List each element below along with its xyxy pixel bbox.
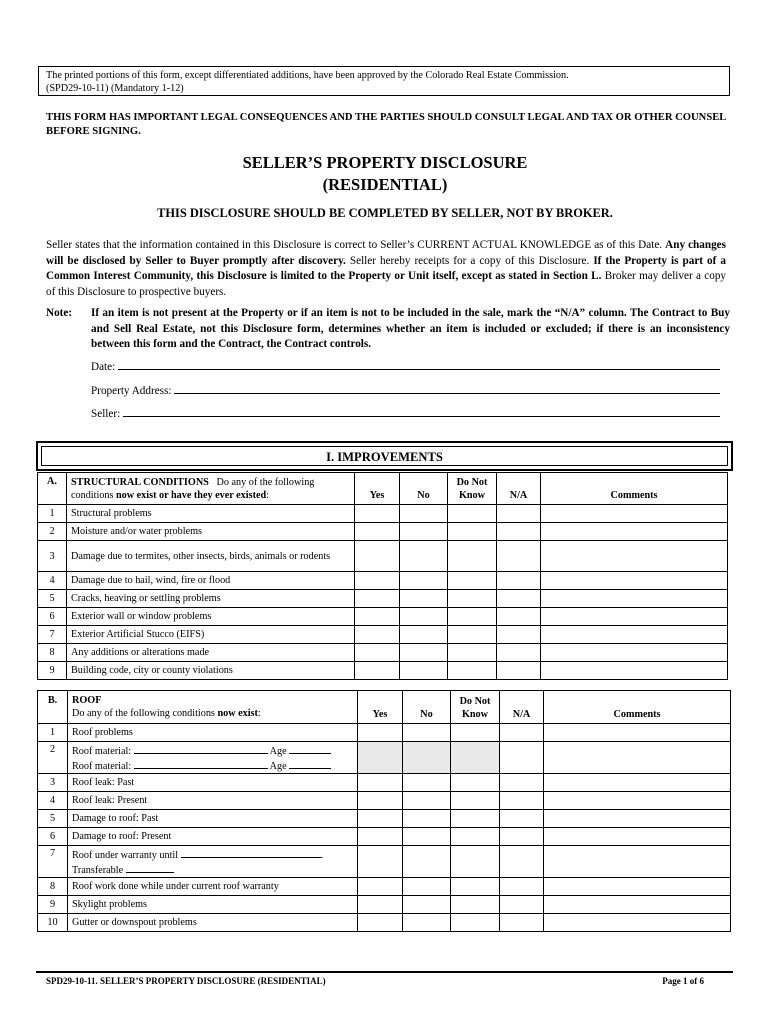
table-header-row (38, 691, 731, 724)
row-label: Damage to roof: Present (68, 828, 358, 846)
comments-cell[interactable] (541, 608, 728, 626)
col-comments: Comments (544, 691, 731, 724)
row-number: 4 (38, 792, 68, 810)
comments-cell[interactable] (541, 523, 728, 541)
do-not-know-cell[interactable] (448, 523, 497, 541)
table-row (38, 896, 731, 914)
yes-cell[interactable] (355, 644, 400, 662)
roof-material-cell (68, 742, 358, 774)
structural-conditions-table (37, 472, 728, 680)
no-cell[interactable] (403, 810, 451, 828)
intro-text-4: If the Property is part of a Common Interest Community, this Disclosure is limited to the Property or Unit itself, except as stated in Section L. (46, 254, 726, 283)
yes-cell[interactable] (358, 896, 403, 914)
row-label: Damage due to termites, other insects, birds, animals or rodents (67, 541, 355, 572)
comments-cell[interactable] (544, 774, 731, 792)
row-number: 3 (38, 541, 67, 572)
roof-warranty-cell: Roof under warranty until . Transferable (68, 846, 358, 878)
na-cell[interactable] (497, 608, 541, 626)
structural-heading: STRUCTURAL CONDITIONS (71, 476, 209, 488)
na-cell[interactable] (500, 878, 544, 896)
row-number: 8 (38, 644, 67, 662)
property-address-blank[interactable] (174, 392, 720, 394)
seller-field[interactable] (91, 404, 720, 420)
table-row (38, 505, 728, 523)
do-not-know-cell[interactable] (451, 810, 500, 828)
row-number: 9 (38, 662, 67, 680)
col-do-not-know (448, 473, 497, 505)
property-address-label: Property Address: (91, 385, 172, 397)
table-row (38, 792, 731, 810)
do-not-know-cell[interactable] (448, 608, 497, 626)
intro-text-3: Seller hereby receipts for a copy of this Disclosure. (349, 254, 590, 267)
yes-cell[interactable] (355, 608, 400, 626)
comments-cell[interactable] (544, 742, 731, 774)
document-title: SELLER’S PROPERTY DISCLOSURE (242, 153, 528, 172)
col-na: N/A (500, 691, 544, 724)
row-number: 1 (38, 724, 68, 742)
approval-notice (38, 66, 730, 96)
no-cell[interactable] (400, 541, 448, 572)
row-label: Moisture and/or water problems (67, 523, 355, 541)
comments-cell[interactable] (544, 914, 731, 932)
na-cell[interactable] (497, 541, 541, 572)
yes-cell[interactable] (358, 878, 403, 896)
age-label: Age (269, 760, 287, 772)
comments-cell[interactable] (541, 590, 728, 608)
na-cell[interactable] (497, 662, 541, 680)
no-cell[interactable] (400, 626, 448, 644)
date-field[interactable] (91, 357, 720, 373)
table-row (38, 742, 731, 774)
no-cell[interactable] (403, 724, 451, 742)
roof-material-label: Roof material: (72, 760, 132, 772)
section-letter: A. (38, 473, 67, 505)
yes-cell[interactable] (355, 590, 400, 608)
comments-cell[interactable] (541, 644, 728, 662)
row-label: Roof leak: Past (68, 774, 358, 792)
col-do-not: Do Not (459, 696, 491, 707)
yes-cell[interactable] (358, 774, 403, 792)
table-row (38, 810, 731, 828)
yes-cell[interactable] (358, 846, 403, 878)
do-not-know-cell[interactable] (451, 828, 500, 846)
structural-heading-cell (67, 473, 355, 505)
row-label: Any additions or alterations made (67, 644, 355, 662)
row-number: 2 (38, 742, 68, 774)
yes-cell[interactable] (358, 792, 403, 810)
no-cell[interactable] (400, 608, 448, 626)
no-cell[interactable] (400, 523, 448, 541)
warranty-date-blank[interactable] (181, 847, 321, 858)
roof-material-blank[interactable] (134, 743, 268, 754)
na-cell[interactable] (497, 644, 541, 662)
na-cell[interactable] (500, 724, 544, 742)
do-not-know-cell[interactable] (448, 572, 497, 590)
row-label: Exterior wall or window problems (67, 608, 355, 626)
do-not-know-cell[interactable] (451, 896, 500, 914)
completion-instruction: THIS DISCLOSURE SHOULD BE COMPLETED BY SELLER, NOT BY BROKER. (157, 206, 613, 220)
roof-heading-cell (68, 691, 358, 724)
age-label: Age (269, 745, 287, 757)
intro-text-2: Any changes will be disclosed by Seller to Buyer promptly after discovery. (46, 239, 727, 267)
row-label: Roof leak: Present (68, 792, 358, 810)
legal-warning: THIS FORM HAS IMPORTANT LEGAL CONSEQUENCES AND THE PARTIES SHOULD CONSULT LEGAL AND TAX OR OTHER COUNSEL BEFORE SIGNING. (46, 112, 726, 137)
row-number: 1 (38, 505, 67, 523)
structural-lead-end: : (266, 489, 269, 501)
col-do-not-know (451, 691, 500, 724)
row-label: Skylight problems (68, 896, 358, 914)
do-not-know-cell[interactable] (448, 662, 497, 680)
table-row (38, 846, 731, 878)
property-address-field[interactable] (91, 381, 720, 397)
no-cell-disabled (403, 742, 451, 774)
na-cell[interactable] (497, 590, 541, 608)
col-na: N/A (497, 473, 541, 505)
do-not-know-cell[interactable] (451, 914, 500, 932)
na-cell[interactable] (497, 572, 541, 590)
do-not-know-cell[interactable] (448, 590, 497, 608)
comments-cell[interactable] (544, 724, 731, 742)
na-cell[interactable] (497, 626, 541, 644)
age-blank[interactable] (289, 743, 331, 754)
do-not-know-cell[interactable] (451, 792, 500, 810)
comments-cell[interactable] (541, 572, 728, 590)
row-label: Damage to roof: Past (68, 810, 358, 828)
row-number: 9 (38, 896, 68, 914)
section-title: I. IMPROVEMENTS (41, 446, 728, 466)
improvements-section-header (36, 441, 733, 471)
age-blank[interactable] (289, 758, 331, 769)
intro-text-1: Seller states that the information contained in this Disclosure is correct to Seller’s CURRENT ACTUAL KNOWLEDGE as of this Date. (46, 239, 663, 251)
yes-cell[interactable] (358, 724, 403, 742)
yes-cell-disabled (358, 742, 403, 774)
col-yes: Yes (355, 473, 400, 505)
table-row (38, 878, 731, 896)
na-cell[interactable] (500, 896, 544, 914)
row-label: Structural problems (67, 505, 355, 523)
col-comments: Comments (541, 473, 728, 505)
no-cell[interactable] (403, 792, 451, 810)
no-cell[interactable] (400, 662, 448, 680)
row-number: 3 (38, 774, 68, 792)
structural-lead-bold: now exist or have they ever existed (116, 489, 267, 501)
yes-cell[interactable] (355, 662, 400, 680)
yes-cell[interactable] (355, 626, 400, 644)
no-cell[interactable] (403, 828, 451, 846)
no-cell[interactable] (400, 572, 448, 590)
row-number: 8 (38, 878, 68, 896)
yes-cell[interactable] (355, 572, 400, 590)
col-no: No (403, 691, 451, 724)
table-row (38, 608, 728, 626)
section-letter: B. (38, 691, 68, 724)
footer-divider (36, 971, 733, 973)
row-label: Exterior Artificial Stucco (EIFS) (67, 626, 355, 644)
roof-lead-end: : (257, 708, 261, 719)
table-row (38, 914, 731, 932)
comments-cell[interactable] (544, 846, 731, 878)
table-row (38, 774, 731, 792)
intro-paragraph (46, 238, 726, 300)
table-row (38, 662, 728, 680)
yes-cell[interactable] (358, 810, 403, 828)
date-label: Date: (91, 361, 116, 373)
do-not-know-cell[interactable] (448, 626, 497, 644)
no-cell[interactable] (400, 505, 448, 523)
no-cell[interactable] (403, 914, 451, 932)
warranty-label: Roof under warranty until (72, 849, 179, 861)
intro-text-5: Broker may deliver a copy of this Disclosure to prospective buyers. (46, 270, 727, 298)
comments-cell[interactable] (544, 878, 731, 896)
form-number-line: (SPD29-10-11) (Mandatory 1-12) (46, 83, 184, 94)
footer-page-number: Page 1 of 6 (662, 976, 704, 986)
comments-cell[interactable] (541, 505, 728, 523)
yes-cell[interactable] (355, 523, 400, 541)
date-blank[interactable] (118, 368, 720, 370)
do-not-know-cell[interactable] (451, 774, 500, 792)
na-cell[interactable] (500, 846, 544, 878)
row-number: 6 (38, 828, 68, 846)
na-cell[interactable] (500, 774, 544, 792)
no-cell[interactable] (403, 774, 451, 792)
table-header-row (38, 473, 728, 505)
do-not-know-cell[interactable] (451, 724, 500, 742)
table-row (38, 644, 728, 662)
do-not-know-cell-disabled (451, 742, 500, 774)
document-title-sub: (RESIDENTIAL) (322, 175, 448, 194)
do-not-know-cell[interactable] (448, 644, 497, 662)
table-row (38, 523, 728, 541)
yes-cell[interactable] (355, 541, 400, 572)
row-number: 10 (38, 914, 68, 932)
structural-lead: Do any of the following conditions (71, 476, 315, 501)
table-row (38, 828, 731, 846)
na-cell[interactable] (497, 523, 541, 541)
row-number: 7 (38, 626, 67, 644)
row-number: 2 (38, 523, 67, 541)
na-cell[interactable] (500, 742, 544, 774)
transferable-label: Transferable (72, 864, 124, 876)
col-yes: Yes (358, 691, 403, 724)
note-label: Note: (46, 307, 73, 319)
approval-line: The printed portions of this form, except differentiated additions, have been approved by the Colorado Real Estate Commission. (46, 70, 569, 81)
no-cell[interactable] (400, 590, 448, 608)
do-not-know-cell[interactable] (448, 541, 497, 572)
row-number: 7 (38, 846, 68, 878)
yes-cell[interactable] (355, 505, 400, 523)
yes-cell[interactable] (358, 914, 403, 932)
table-row (38, 626, 728, 644)
seller-label: Seller: (91, 408, 121, 420)
na-cell[interactable] (500, 792, 544, 810)
roof-heading: ROOF (72, 695, 102, 706)
col-no: No (400, 473, 448, 505)
comments-cell[interactable] (541, 626, 728, 644)
roof-material-label: Roof material: (72, 745, 132, 757)
comments-cell[interactable] (541, 541, 728, 572)
note-text: If an item is not present at the Property or if an item is not to be included in the sale, mark the “N/A” column. The Contract to Buy and Sell Real Estate, not this Disclosure form, determines whether an item is included or excluded; if there is an inconsistency between this form and the Contract, the Contract controls. (91, 307, 730, 351)
table-row (38, 572, 728, 590)
row-number: 5 (38, 590, 67, 608)
row-number: 5 (38, 810, 68, 828)
col-know: Know (458, 490, 486, 501)
do-not-know-cell[interactable] (451, 846, 500, 878)
no-cell[interactable] (403, 896, 451, 914)
col-know: Know (461, 709, 489, 720)
row-label: Damage due to hail, wind, fire or flood (67, 572, 355, 590)
comments-cell[interactable] (544, 896, 731, 914)
footer-form-id: SPD29-10-11. SELLER’S PROPERTY DISCLOSURE (RESIDENTIAL) (46, 976, 326, 986)
do-not-know-cell[interactable] (451, 878, 500, 896)
roof-material-blank[interactable] (134, 758, 268, 769)
no-cell[interactable] (403, 846, 451, 878)
col-do-not: Do Not (456, 477, 488, 488)
na-cell[interactable] (500, 810, 544, 828)
table-row (38, 590, 728, 608)
row-label: Cracks, heaving or settling problems (67, 590, 355, 608)
roof-lead: Do any of the following conditions (72, 708, 215, 719)
row-label: Building code, city or county violations (67, 662, 355, 680)
row-number: 4 (38, 572, 67, 590)
transferable-blank[interactable] (126, 862, 174, 873)
table-row (38, 724, 731, 742)
comments-cell[interactable] (544, 828, 731, 846)
comments-cell[interactable] (544, 792, 731, 810)
row-number: 6 (38, 608, 67, 626)
row-label: Gutter or downspout problems (68, 914, 358, 932)
na-cell[interactable] (497, 505, 541, 523)
seller-blank[interactable] (123, 415, 720, 417)
roof-lead-bold: now exist (217, 708, 258, 719)
roof-table (37, 690, 731, 932)
do-not-know-cell[interactable] (448, 505, 497, 523)
comments-cell[interactable] (541, 662, 728, 680)
row-label: Roof problems (68, 724, 358, 742)
yes-cell[interactable] (358, 828, 403, 846)
no-cell[interactable] (400, 644, 448, 662)
table-row (38, 541, 728, 572)
na-cell[interactable] (500, 914, 544, 932)
row-label: Roof work done while under current roof warranty (68, 878, 358, 896)
na-cell[interactable] (500, 828, 544, 846)
no-cell[interactable] (403, 878, 451, 896)
comments-cell[interactable] (544, 810, 731, 828)
